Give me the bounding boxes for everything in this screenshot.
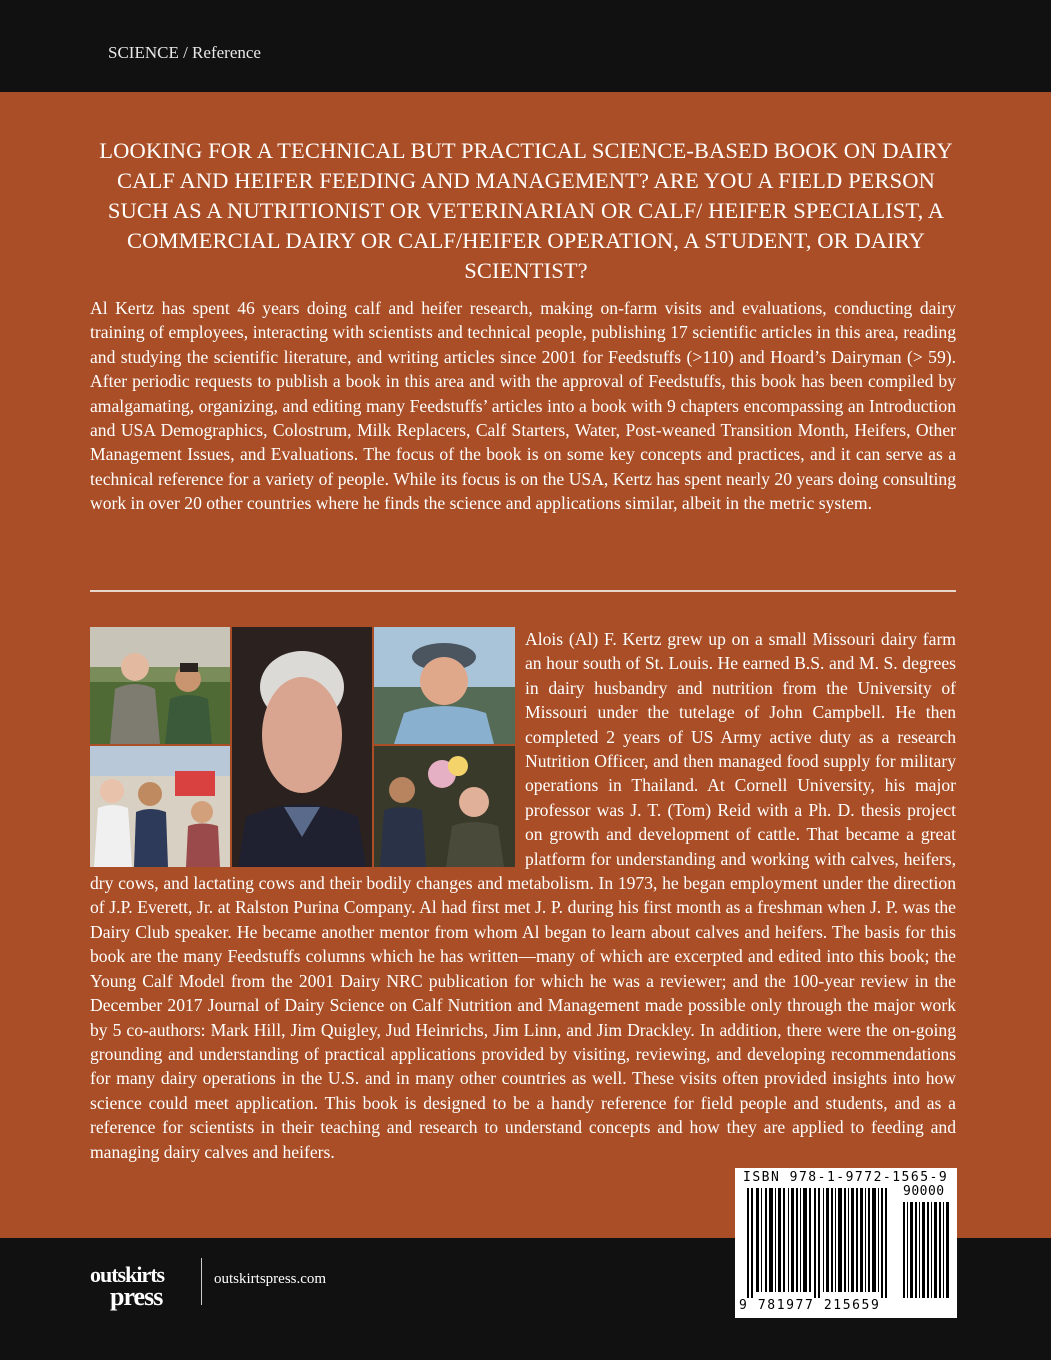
photo-author-at-event	[90, 746, 230, 867]
photo-author-portrait	[232, 627, 372, 867]
photo-author-outdoors	[374, 627, 515, 744]
book-description: Al Kertz has spent 46 years doing calf and heifer research, making on-farm visits and evaluations, conducting dairy training of employees, interacting with scientists and technical people, publishing 17 scientific articles in this area, reading and studying the scientific literature, and writing articles since 2001 for Feedstuffs (>110) and Hoard’s Dairyman (> 59). After periodic requests to publish a book in this area and with the approval of Feedstuffs, this book has been compiled by amalgamating, organizing, and editing many Feedstuffs’ articles into a book with 9 chapters encompassing an Introduction and USA Demographics, Colostrum, Milk Replacers, Calf Starters, Water, Post-weaned Transition Month, Heifers, Other Management Issues, and Evaluations. The focus of the book is on some key concepts and practices, and it can serve as a technical reference for a variety of people. While its focus is on the USA, Kertz has spent nearly 20 years doing consulting work in over 20 other countries where he finds the science and applications similar, albeit in the metric system.	[90, 298, 956, 514]
headline: LOOKING FOR A TECHNICAL BUT PRACTICAL SCIENCE-BASED BOOK ON DAIRY CALF AND HEIFER FEEDING AND MANAGEMENT? ARE YOU A FIELD PERSON SUCH AS A NUTRITIONIST OR VETERINARIAN OR CALF/ HEIFER SPECIALIST, A COMMERCIAL DAIRY OR CALF/HEIFER OPERATION, A STUDENT, OR DAIRY SCIENTIST?	[99, 138, 953, 283]
divider	[90, 590, 956, 592]
barcode-bars	[747, 1188, 897, 1298]
author-photo-collage	[90, 627, 515, 867]
isbn-number: ISBN 978-1-9772-1565-9	[743, 1170, 949, 1185]
author-bio: Alois (Al) F. Kertz grew up on a small Missouri dairy farm an hour south of St. Louis. He earned B.S. and M. S. degrees in dairy husbandry and nutrition from the University of Missouri under the tutelage of John Campbell. He then completed 2 years of US Army active duty as a research Nutrition Officer, and then managed food supply for military operations in Thailand. At Cornell University, his major professor was J. T. (Tom) Reid with a Ph. D. thesis project on growth and development of cattle. That became a great platform for understanding and working with calves, heifers, dry cows, and lactating cows and their bodily changes and metabolism. In 1973, he began employment under the direction of J.P. Everett, Jr. at Ralston Purina Company. Al had first met J. P. during his first month as a freshman when J. P. was the Dairy Club speaker. He became another mentor from whom Al began to learn about calves and heifers. The basis for this book are the many Feedstuffs columns which he has written—many of which are excerpted and edited into this book; the Young Calf Model from the 2001 Dairy NRC publication for which he was a reviewer; and the 100-year review in the December 2017 Journal of Dairy Science on Calf Nutrition and Management made possible only through the major work by 5 co-authors: Mark Hill, Jim Quigley, Jud Heinrichs, Jim Linn, and Jim Drackley. In addition, there were the on-going grounding and understanding of practical applications provided by visiting, reviewing, and developing recommendations for many dairy operations in the U.S. and in many other countries as well. These visits often provided insights into how science could meet application. This book is designed to be a handy reference for field people and students, and as a reference for scientists in their teaching and research to understand concepts and how they are applied to feeding and managing dairy calves and heifers.	[90, 629, 956, 1162]
addon-barcode-bars	[903, 1202, 951, 1298]
isbn-barcode	[735, 1168, 957, 1318]
publisher-logo	[90, 1262, 190, 1312]
price-code: 90000	[903, 1184, 945, 1199]
category-label: SCIENCE / Reference	[108, 43, 261, 62]
ean-digits: 9 781977 215659	[739, 1298, 881, 1313]
logo-separator	[201, 1258, 202, 1305]
publisher-website: outskirtspress.com	[214, 1271, 327, 1287]
photo-author-with-flowers	[374, 746, 515, 867]
publisher-logo-top: outskirts	[90, 1262, 165, 1287]
publisher-logo-bottom: press	[110, 1282, 163, 1311]
photo-author-with-colleague	[90, 627, 230, 744]
